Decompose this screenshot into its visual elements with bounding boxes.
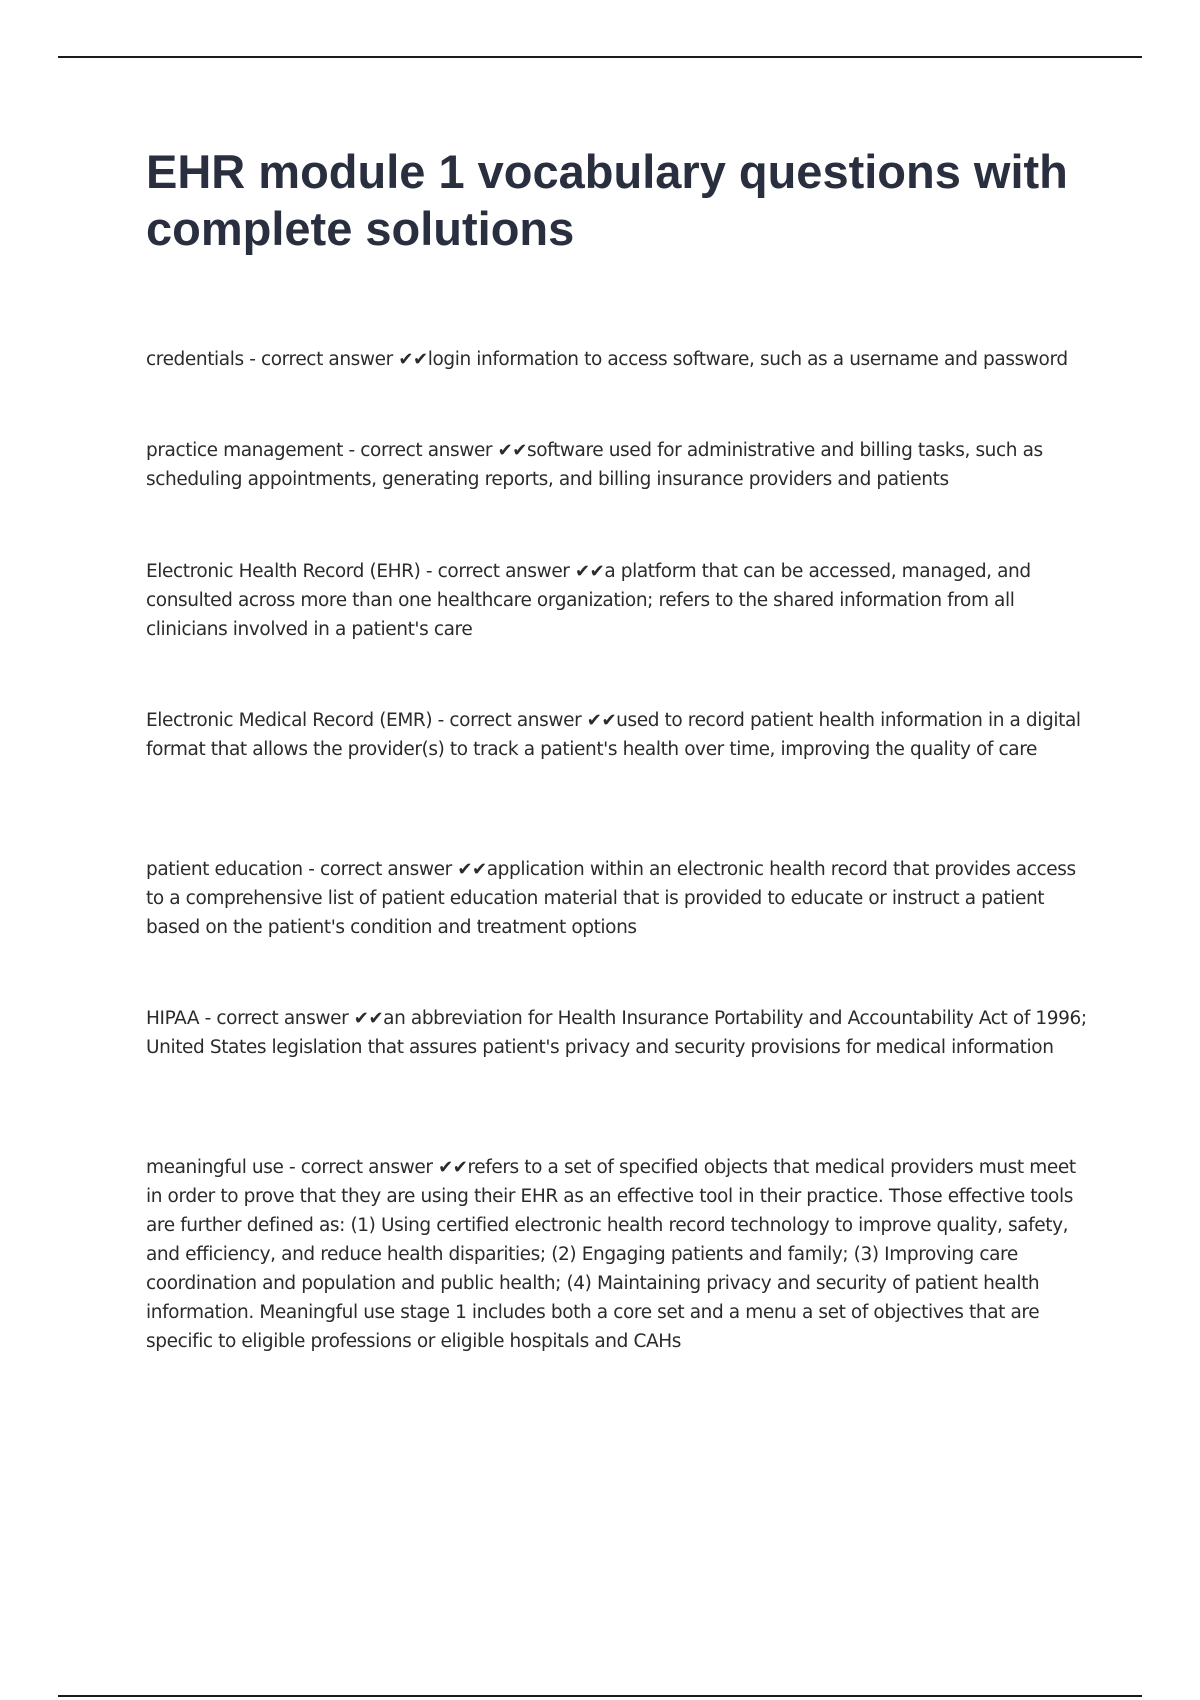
vocab-entry-practice-management [146, 436, 1096, 494]
answer-separator: - correct answer [420, 561, 575, 582]
vocab-term: credentials [146, 349, 244, 370]
vocab-term: practice management [146, 440, 344, 461]
vocab-definition: used to record patient health information in a digital format that allows the provider(s) to track a patient's health over time, improving the quality of care [146, 710, 1081, 760]
document-title: EHR module 1 vocabulary questions with complete solutions [146, 145, 1068, 255]
vocab-term: meaningful use [146, 1157, 284, 1178]
vocab-definition: a platform that can be accessed, managed, and consulted across more than one healthcare organization; refers to the shared information from all clinicians involved in a patient's care [146, 561, 1031, 640]
vocab-entry-meaningful-use [146, 1153, 1096, 1356]
vocab-term: HIPAA [146, 1008, 200, 1029]
vocab-term: patient education [146, 859, 303, 880]
bottom-divider [58, 1695, 1142, 1697]
vocab-entry-credentials [146, 345, 1096, 374]
vocab-definition: application within an electronic health record that provides access to a comprehensive list of patient education material that is provided to educate or instruct a patient based on the patient's condition and treatment options [146, 859, 1076, 938]
answer-separator: - correct answer [243, 349, 399, 370]
vocab-definition: refers to a set of specified objects that medical providers must meet in order to prove that they are using their EHR as an effective tool in their practice. Those effective tools are further defined as: (1) Using certified electronic health record technology to improve quality, safety, and efficiency, and reduce health disparities; (2) Engaging patients and family; (3) Improving care coordination and population and public health; (4) Maintaining privacy and security of patient health information. Meaningful use stage 1 includes both a core set and a menu a set of objectives that are specific to eligible professions or eligible hospitals and CAHs [146, 1157, 1076, 1352]
vocab-entry-ehr [146, 557, 1096, 644]
checkmark-icon: ✔✔ [497, 440, 527, 461]
answer-separator: - correct answer [302, 859, 458, 880]
checkmark-icon: ✔✔ [438, 1157, 468, 1178]
checkmark-icon: ✔✔ [586, 710, 617, 731]
vocab-definition: login information to access software, such as a username and password [427, 349, 1068, 370]
answer-separator: - correct answer [199, 1008, 354, 1029]
vocab-term: Electronic Health Record (EHR) [146, 561, 421, 582]
vocab-term: Electronic Medical Record (EMR) [146, 710, 433, 731]
vocab-entry-emr [146, 706, 1096, 764]
checkmark-icon: ✔✔ [353, 1008, 384, 1029]
top-divider [58, 56, 1142, 58]
vocab-definition: an abbreviation for Health Insurance Portability and Accountability Act of 1996; United States legislation that assures patient's privacy and security provisions for medical information [146, 1008, 1087, 1058]
vocab-entry-patient-education [146, 855, 1096, 942]
checkmark-icon: ✔✔ [398, 349, 428, 370]
vocab-entry-hipaa [146, 1004, 1096, 1062]
answer-separator: - correct answer [432, 710, 587, 731]
vocab-definition: software used for administrative and billing tasks, such as scheduling appointments, generating reports, and billing insurance providers and patients [146, 440, 1043, 490]
checkmark-icon: ✔✔ [457, 859, 487, 880]
checkmark-icon: ✔✔ [575, 561, 605, 582]
answer-separator: - correct answer [283, 1157, 439, 1178]
answer-separator: - correct answer [343, 440, 498, 461]
